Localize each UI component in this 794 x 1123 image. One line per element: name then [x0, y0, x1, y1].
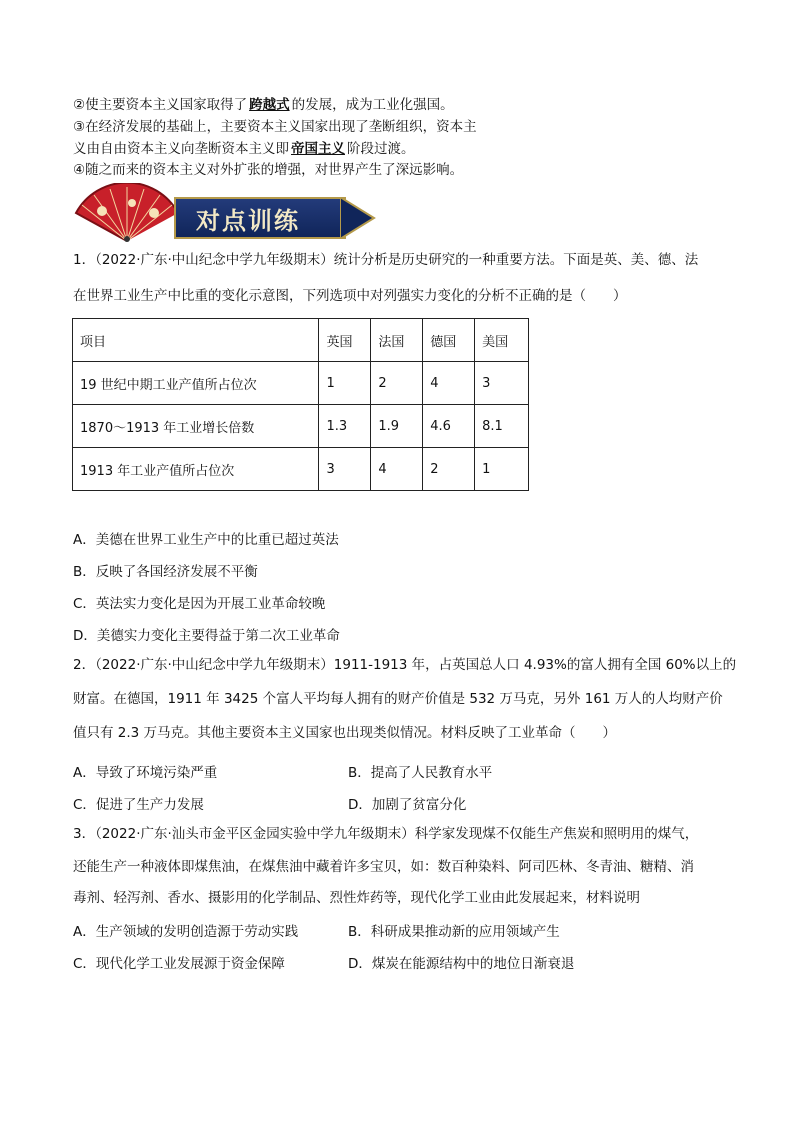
q2-stem-line-1: 2．（2022·广东·中山纪念中学九年级期末）1911-1913 年，占英国总人口 4.93%的富人拥有全国 60%以上的 — [73, 657, 737, 673]
intro-line-3 — [73, 139, 415, 159]
table-cell: 1 — [319, 362, 371, 405]
table-cell: 1.3 — [319, 405, 371, 448]
q2-option-a[interactable]: A．导致了环境污染严重 — [73, 765, 218, 781]
table-header-cell: 美国 — [475, 319, 529, 362]
q3-option-a[interactable]: A．生产领域的发明创造源于劳动实践 — [73, 924, 299, 940]
table-cell: 1870～1913 年工业增长倍数 — [73, 405, 319, 448]
q3-option-b[interactable]: B．科研成果推动新的应用领域产生 — [348, 924, 560, 940]
intro-text: ②使主要资本主义国家取得了 — [73, 97, 248, 113]
q2-option-c[interactable]: C．促进了生产力发展 — [73, 797, 204, 813]
q1-stem-line-1: 1．（2022·广东·中山纪念中学九年级期末）统计分析是历史研究的一种重要方法。下面是英、美、德、法 — [73, 252, 699, 268]
q3-option-c[interactable]: C．现代化学工业发展源于资金保障 — [73, 956, 285, 972]
q1-data-table — [72, 318, 529, 491]
intro-text: 阶段过渡。 — [347, 141, 415, 157]
q1-option-b[interactable]: B．反映了各国经济发展不平衡 — [73, 564, 258, 580]
intro-text: 义由自由资本主义向垄断资本主义即 — [73, 141, 289, 157]
table-cell: 2 — [423, 448, 475, 491]
banner-arrow — [340, 197, 376, 243]
q3-stem-line-2: 还能生产一种液体即煤焦油，在煤焦油中藏着许多宝贝，如：数百种染料、阿司匹林、冬青油、糖精、消 — [73, 859, 694, 875]
table-cell: 4.6 — [423, 405, 475, 448]
folding-fan-icon — [72, 183, 182, 243]
fill-blank-answer: 帝国主义 — [291, 141, 345, 157]
intro-line-4: ④随之而来的资本主义对外扩张的增强，对世界产生了深远影响。 — [73, 162, 464, 178]
q1-option-a[interactable]: A．美德在世界工业生产中的比重已超过英法 — [73, 532, 339, 548]
intro-text: 的发展，成为工业化强国。 — [291, 97, 454, 113]
section-title: 对点训练 — [196, 206, 300, 235]
q2-option-b[interactable]: B．提高了人民教育水平 — [348, 765, 493, 781]
table-header-cell: 项目 — [73, 319, 319, 362]
table-header-cell: 法国 — [371, 319, 423, 362]
table-row — [73, 448, 529, 491]
table-cell: 1.9 — [371, 405, 423, 448]
table-cell: 1 — [475, 448, 529, 491]
q3-stem-line-3: 毒剂、轻泻剂、香水、摄影用的化学制品、烈性炸药等，现代化学工业由此发展起来，材料说明 — [73, 890, 640, 906]
table-cell: 1913 年工业产值所占位次 — [73, 448, 319, 491]
q1-option-d[interactable]: D．美德实力变化主要得益于第二次工业革命 — [73, 628, 340, 644]
table-header-row — [73, 319, 529, 362]
table-cell: 2 — [371, 362, 423, 405]
q2-stem-line-2: 财富。在德国，1911 年 3425 个富人平均每人拥有的财产价值是 532 万马克，另外 161 万人的人均财产价 — [73, 691, 723, 707]
table-cell: 19 世纪中期工业产值所占位次 — [73, 362, 319, 405]
table-cell: 3 — [475, 362, 529, 405]
table-row — [73, 362, 529, 405]
table-cell: 8.1 — [475, 405, 529, 448]
q1-option-c[interactable]: C．英法实力变化是因为开展工业革命较晚 — [73, 596, 326, 612]
table-row — [73, 405, 529, 448]
q2-option-d[interactable]: D．加剧了贫富分化 — [348, 797, 467, 813]
intro-line-1 — [73, 95, 454, 115]
table-header-cell: 德国 — [423, 319, 475, 362]
table-header-cell: 英国 — [319, 319, 371, 362]
intro-line-2: ③在经济发展的基础上，主要资本主义国家出现了垄断组织，资本主 — [73, 119, 477, 135]
q3-option-d[interactable]: D．煤炭在能源结构中的地位日渐衰退 — [348, 956, 575, 972]
table-cell: 3 — [319, 448, 371, 491]
fill-blank-answer: 跨越式 — [249, 97, 290, 113]
table-cell: 4 — [423, 362, 475, 405]
q3-stem-line-1: 3．（2022·广东·汕头市金平区金园实验中学九年级期末）科学家发现煤不仅能生产焦炭和照明用的煤气， — [73, 826, 699, 842]
q1-stem-line-2: 在世界工业生产中比重的变化示意图，下列选项中对列强实力变化的分析不正确的是（ ） — [73, 288, 627, 304]
table-cell: 4 — [371, 448, 423, 491]
q2-stem-line-3: 值只有 2.3 万马克。其他主要资本主义国家也出现类似情况。材料反映了工业革命（ ） — [73, 725, 617, 741]
